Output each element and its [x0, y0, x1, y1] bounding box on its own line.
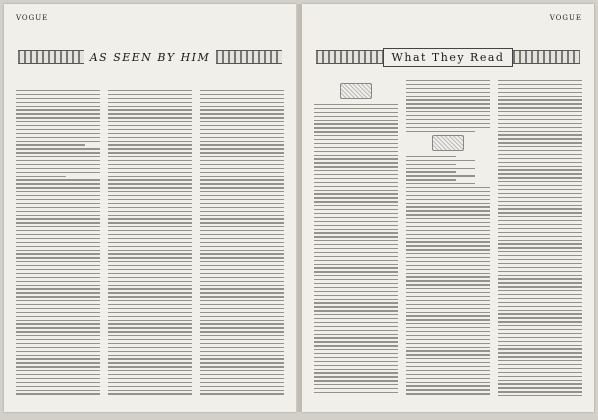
left-masthead: [16, 14, 284, 22]
text-block: [498, 80, 582, 396]
left-column-3: [200, 90, 284, 396]
left-banner: [18, 42, 282, 72]
right-banner-title: What They Read: [383, 48, 514, 67]
left-page: [4, 4, 296, 412]
left-column-1: [16, 90, 100, 396]
book-ornament-icon: [432, 135, 464, 151]
left-column-2: [108, 90, 192, 396]
right-banner-ornament-right: [513, 50, 580, 64]
right-column-2: [406, 80, 490, 396]
right-page: [302, 4, 594, 412]
left-banner-ornament-right: [216, 50, 282, 64]
text-block: [16, 179, 100, 396]
left-columns: [16, 90, 284, 396]
right-masthead: [314, 14, 582, 22]
right-masthead-title: VOGUE: [549, 14, 582, 22]
text-block: [108, 90, 192, 396]
right-banner-ornament-left: [316, 50, 383, 64]
right-column-1: [314, 80, 398, 396]
text-block: [406, 80, 490, 132]
right-column-3: [498, 80, 582, 396]
text-block: [406, 156, 490, 396]
left-banner-title: AS SEEN BY HIM: [89, 50, 211, 64]
right-banner: [316, 42, 580, 72]
text-block: [200, 90, 284, 396]
text-block: [16, 90, 100, 177]
left-masthead-title: VOGUE: [16, 14, 49, 22]
left-banner-ornament-left: [18, 50, 84, 64]
text-block: [314, 104, 398, 396]
book-ornament-icon: [340, 83, 372, 99]
right-columns: [314, 80, 582, 396]
